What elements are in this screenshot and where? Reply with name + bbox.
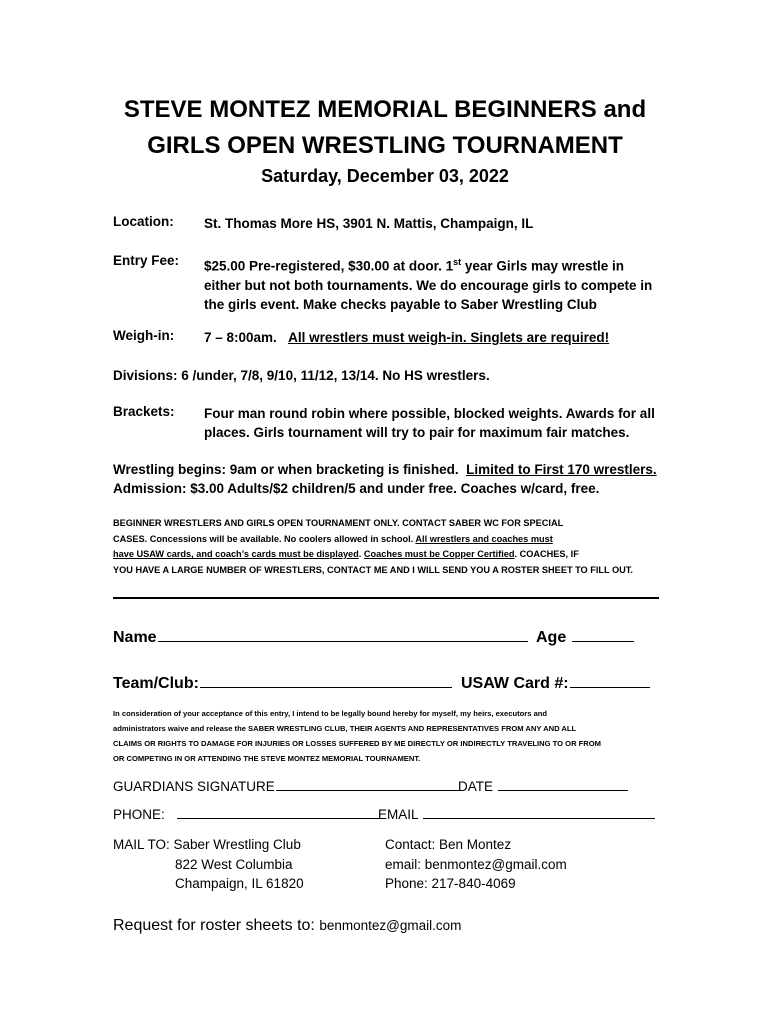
guardian-signature-field[interactable]: GUARDIANS SIGNATURE bbox=[113, 778, 462, 794]
section-divider bbox=[113, 597, 659, 599]
waiver-text: In consideration of your acceptance of this entry, I intend to be legally bound hereby for myself, my heirs, executors and administrators waive and release the SABER WRESTLING CLUB, THEIR AGENTS AND REPRESENTATIVES FROM ANY AND ALL CLAIMS OR RIGHTS TO DAMAGE FOR INJURIES OR LOSSES SUFFERED BY ME DIRECTLY OR INDIRECTLY TRAVELING TO OR FROM OR COMPETING IN OR ATTENDING THE STEVE MONTEZ MEMORIAL TOURNAMENT. bbox=[113, 709, 602, 763]
weighin-label: Weigh-in: bbox=[113, 328, 175, 343]
weighin-value: 7 – 8:00am. All wrestlers must weigh-in. Singlets are required! bbox=[204, 330, 610, 345]
date-field[interactable]: DATE bbox=[458, 778, 628, 794]
title-line-2: GIRLS OPEN WRESTLING TOURNAMENT bbox=[147, 132, 623, 159]
divisions-text: Divisions: 6 /under, 7/8, 9/10, 11/12, 13/14. No HS wrestlers. bbox=[113, 368, 490, 383]
usaw-card-field[interactable]: USAW Card #: bbox=[461, 673, 650, 693]
email-field[interactable]: EMAIL bbox=[378, 806, 655, 822]
location-value: St. Thomas More HS, 3901 N. Mattis, Champaign, IL bbox=[204, 216, 534, 231]
title-line-1: STEVE MONTEZ MEMORIAL BEGINNERS and bbox=[123, 96, 647, 123]
roster-request: Request for roster sheets to: benmontez@gmail.com bbox=[113, 917, 462, 934]
mail-to-block: MAIL TO: Saber Wrestling Club 822 West Columbia Champaign, IL 61820 bbox=[113, 837, 304, 891]
entry-fee-value: $25.00 Pre-registered, $30.00 at door. 1st year Girls may wrestle in either but not both tournaments. We do encourage girls to compete in the girls event. Make checks payable to Saber Wrestling Club bbox=[204, 257, 653, 312]
name-field[interactable]: Name bbox=[113, 627, 528, 647]
notice-paragraph: BEGINNER WRESTLERS AND GIRLS OPEN TOURNAMENT ONLY. CONTACT SABER WC FOR SPECIAL CASES. Concessions will be available. No coolers allowed in school. All wrestlers and coaches must have USAW cards, and coach’s cards must be displayed. Coaches must be Copper Certified. COACHES, IF YOU HAVE A LARGE NUMBER OF WRESTLERS, CONTACT ME AND I WILL SEND YOU A ROSTER SHEET TO FILL OUT. bbox=[113, 518, 633, 575]
roster-request-email: benmontez@gmail.com bbox=[319, 918, 462, 933]
entry-fee-label: Entry Fee: bbox=[113, 253, 180, 268]
location-label: Location: bbox=[113, 214, 174, 229]
brackets-value: Four man round robin where possible, blocked weights. Awards for all places. Girls tournament will try to pair for maximum fair matches. bbox=[204, 406, 655, 440]
contact-block: Contact: Ben Montez email: benmontez@gmail.com Phone: 217-840-4069 bbox=[385, 837, 567, 891]
team-club-field[interactable]: Team/Club: bbox=[113, 673, 452, 693]
age-field[interactable]: Age bbox=[536, 627, 634, 647]
event-date: Saturday, December 03, 2022 bbox=[261, 166, 509, 186]
wrestling-begins: Wrestling begins: 9am or when bracketing is finished. Limited to First 170 wrestlers. bbox=[113, 462, 657, 477]
brackets-label: Brackets: bbox=[113, 404, 175, 419]
phone-field[interactable]: PHONE: bbox=[113, 806, 382, 822]
admission-text: Admission: $3.00 Adults/$2 children/5 and under free. Coaches w/card, free. bbox=[113, 481, 600, 496]
